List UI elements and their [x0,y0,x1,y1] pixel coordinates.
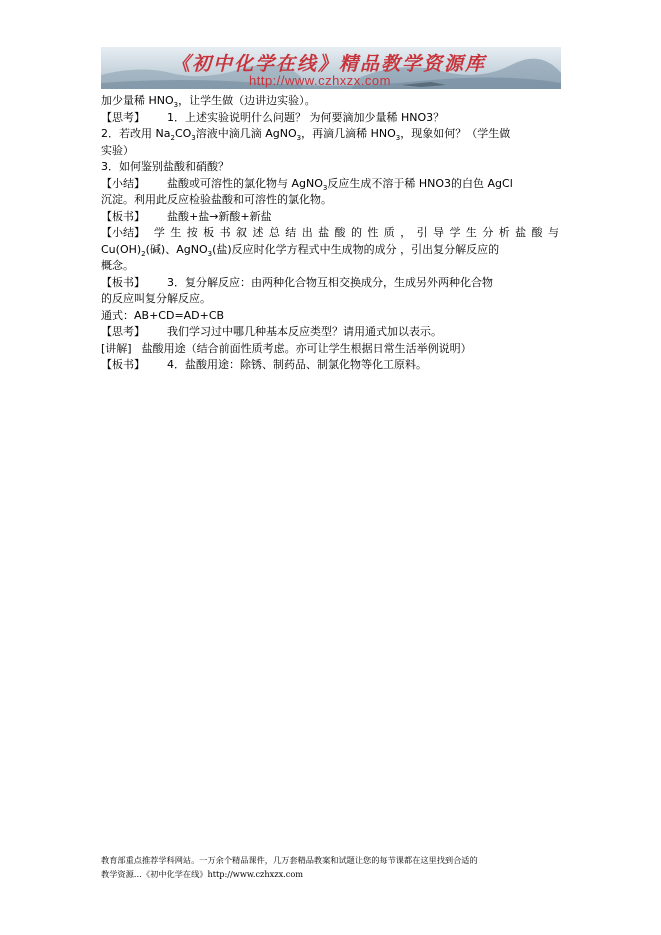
banner-title: 《初中化学在线》精品教学资源库 [171,53,487,75]
board-tag: 【板书】 [101,209,145,223]
board-line: 【板书】 盐酸+盐→新酸+新盐 [101,209,566,226]
footer [101,853,571,881]
summary-line: 【小结】 盐酸或可溶性的氯化物与 AgNO$_3$反应生成不溶于稀 HNO3的白色 AgCl [101,176,513,192]
text-line: $Cu(OH)_2$(碱)、AgNO$_3$(盐)反应时化学方程式中生成物的成分 ，引出复分解反应的 [101,242,500,258]
think-tag: 【思考】 [101,325,145,338]
text-line: 沉淀。利用此反应检验盐酸和可溶性的氯化物。 [101,193,332,206]
lesson-content [101,93,566,374]
text-line: 2．若改用 $Na_2CO_3$溶液中滴几滴 AgNO$_3$，再滴几滴稀 $HNO_3$，现象如何？（学生做 [101,127,511,143]
summary-tag: 【小结】 [101,176,145,190]
header-banner [101,47,561,89]
summary-tag: 【小结】 [101,226,145,239]
board-line: 【板书】 3．复分解反应：由两种化合物互相交换成分，生成另外两种化合物 [101,275,566,292]
text-line: 实验） [101,143,134,157]
text-line: 概念。 [101,259,134,272]
think-tag: 【思考】 [101,110,145,124]
text-line: 加少量稀 $HNO_3$，让学生做（边讲边实验）。 [101,94,316,110]
board-tag: 【板书】 [101,358,145,371]
explain-line: [讲解] 盐酸用途（结合前面性质考虑。亦可让学生根据日常生活举例说明） [101,341,566,358]
board-tag: 【板书】 [101,275,145,289]
board-line: 【板书】 4．盐酸用途：除锈、制药品、制氯化物等化工原料。 [101,357,566,374]
footer-line-1: 教育部重点推荐学科网站。一万余个精品课件，几万套精品教案和试题让您的每节课都在这里找到合适的 [101,855,478,865]
think-line: 【思考】 我们学习过中哪几种基本反应类型？请用通式加以表示。 [101,324,566,341]
text-line: 3．如何鉴别盐酸和硝酸？ [101,160,229,173]
summary-line: 【小结】 学生按板书叙述总结出盐酸的性质，引导学生分析盐酸与 [101,225,559,242]
formula-line: 通式：AB+CD=AD+CB [101,308,225,322]
explain-tag: [讲解] [101,341,132,355]
think-line: 【思考】 1．上述实验说明什么问题？ 为何要滴加少量稀 HNO3？ [101,110,566,127]
banner-url[interactable]: http://www.czhxzx.com [249,73,391,88]
text-line: 的反应叫复分解反应。 [101,292,211,305]
footer-line-2[interactable]: 教学资源…《初中化学在线》http://www.czhxzx.com [101,869,304,879]
